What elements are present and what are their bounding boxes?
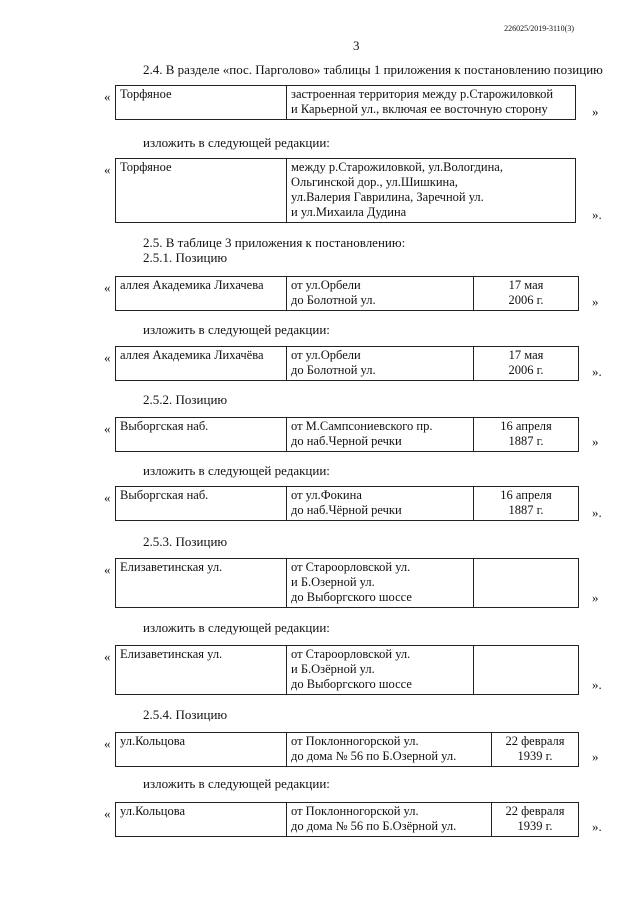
date-cell: 17 мая 2006 г. <box>474 347 579 381</box>
quote-close: » <box>592 590 599 605</box>
description-cell: от ул.Орбели до Болотной ул. <box>287 347 474 381</box>
quote-open: « <box>104 649 111 664</box>
street-name-cell: ул.Кольцова <box>116 803 287 837</box>
street-name-cell: аллея Академика Лихачёва <box>116 347 287 381</box>
quote-open: « <box>104 350 111 365</box>
date-cell <box>474 559 579 608</box>
section-2-4-intro: 2.4. В разделе «пос. Парголово» таблицы 1 приложения к постановлению позицию <box>143 62 603 77</box>
date-cell: 17 мая 2006 г. <box>474 277 579 311</box>
quote-open: « <box>104 280 111 295</box>
section-2-5-1-label: 2.5.1. Позицию <box>143 250 228 265</box>
position-table-old-2-5-1 <box>115 276 579 311</box>
quote-close: » <box>592 434 599 449</box>
section-2-5-2-label: 2.5.2. Позицию <box>143 392 228 407</box>
position-table-new-2-5-4 <box>115 802 579 837</box>
street-name-cell: Елизаветинская ул. <box>116 646 287 695</box>
street-name-cell: Елизаветинская ул. <box>116 559 287 608</box>
replace-instruction: изложить в следующей редакции: <box>143 776 330 791</box>
quote-open: « <box>104 89 111 104</box>
description-cell: от Поклонногорской ул. до дома № 56 по Б.Озерной ул. <box>287 733 492 767</box>
description-cell: застроенная территория между р.Старожиловкой и Карьерной ул., включая ее восточную сторону <box>287 86 576 120</box>
quote-close: » <box>592 104 599 119</box>
quote-open: « <box>104 162 111 177</box>
description-cell: от М.Сампсониевского пр. до наб.Черной речки <box>287 418 474 452</box>
replace-instruction: изложить в следующей редакции: <box>143 135 330 150</box>
quote-open: « <box>104 490 111 505</box>
page-number: 3 <box>353 38 360 53</box>
quote-close-final: ». <box>592 505 602 520</box>
description-cell: от ул.Орбели до Болотной ул. <box>287 277 474 311</box>
position-table-old-2-5-3 <box>115 558 579 608</box>
position-table-new-2-5-2 <box>115 486 579 521</box>
section-2-5-4-label: 2.5.4. Позицию <box>143 707 228 722</box>
date-cell: 16 апреля 1887 г. <box>474 418 579 452</box>
quote-open: « <box>104 736 111 751</box>
quote-open: « <box>104 562 111 577</box>
quote-close-final: ». <box>592 677 602 692</box>
description-cell: от Поклонногорской ул. до дома № 56 по Б.Озёрной ул. <box>287 803 492 837</box>
date-cell: 22 февраля 1939 г. <box>492 803 579 837</box>
position-table-new-2-4 <box>115 158 576 223</box>
position-table-new-2-5-3 <box>115 645 579 695</box>
section-2-5-intro: 2.5. В таблице 3 приложения к постановлению: <box>143 235 406 250</box>
quote-close-final: ». <box>592 364 602 379</box>
description-cell: от Староорловской ул. и Б.Озерной ул. до Выборгского шоссе <box>287 559 474 608</box>
position-table-old-2-4 <box>115 85 576 120</box>
date-cell <box>474 646 579 695</box>
street-name-cell: Торфяное <box>116 159 287 223</box>
date-cell: 22 февраля 1939 г. <box>492 733 579 767</box>
position-table-old-2-5-4 <box>115 732 579 767</box>
document-number: 226025/2019-3110(3) <box>504 24 574 33</box>
quote-open: « <box>104 806 111 821</box>
street-name-cell: Выборгская наб. <box>116 418 287 452</box>
position-table-old-2-5-2 <box>115 417 579 452</box>
section-2-5-3-label: 2.5.3. Позицию <box>143 534 228 549</box>
street-name-cell: Торфяное <box>116 86 287 120</box>
description-cell: между р.Старожиловкой, ул.Вологдина, Ольгинской дор., ул.Шишкина, ул.Валерия Гаврилина, Заречной ул. и ул.Михаила Дудина <box>287 159 576 223</box>
street-name-cell: ул.Кольцова <box>116 733 287 767</box>
street-name-cell: аллея Академика Лихачева <box>116 277 287 311</box>
quote-close-final: ». <box>592 207 602 222</box>
description-cell: от ул.Фокина до наб.Чёрной речки <box>287 487 474 521</box>
quote-close: » <box>592 749 599 764</box>
replace-instruction: изложить в следующей редакции: <box>143 620 330 635</box>
replace-instruction: изложить в следующей редакции: <box>143 322 330 337</box>
replace-instruction: изложить в следующей редакции: <box>143 463 330 478</box>
quote-close: » <box>592 294 599 309</box>
quote-close-final: ». <box>592 819 602 834</box>
description-cell: от Староорловской ул. и Б.Озёрной ул. до Выборгского шоссе <box>287 646 474 695</box>
street-name-cell: Выборгская наб. <box>116 487 287 521</box>
position-table-new-2-5-1 <box>115 346 579 381</box>
date-cell: 16 апреля 1887 г. <box>474 487 579 521</box>
quote-open: « <box>104 421 111 436</box>
